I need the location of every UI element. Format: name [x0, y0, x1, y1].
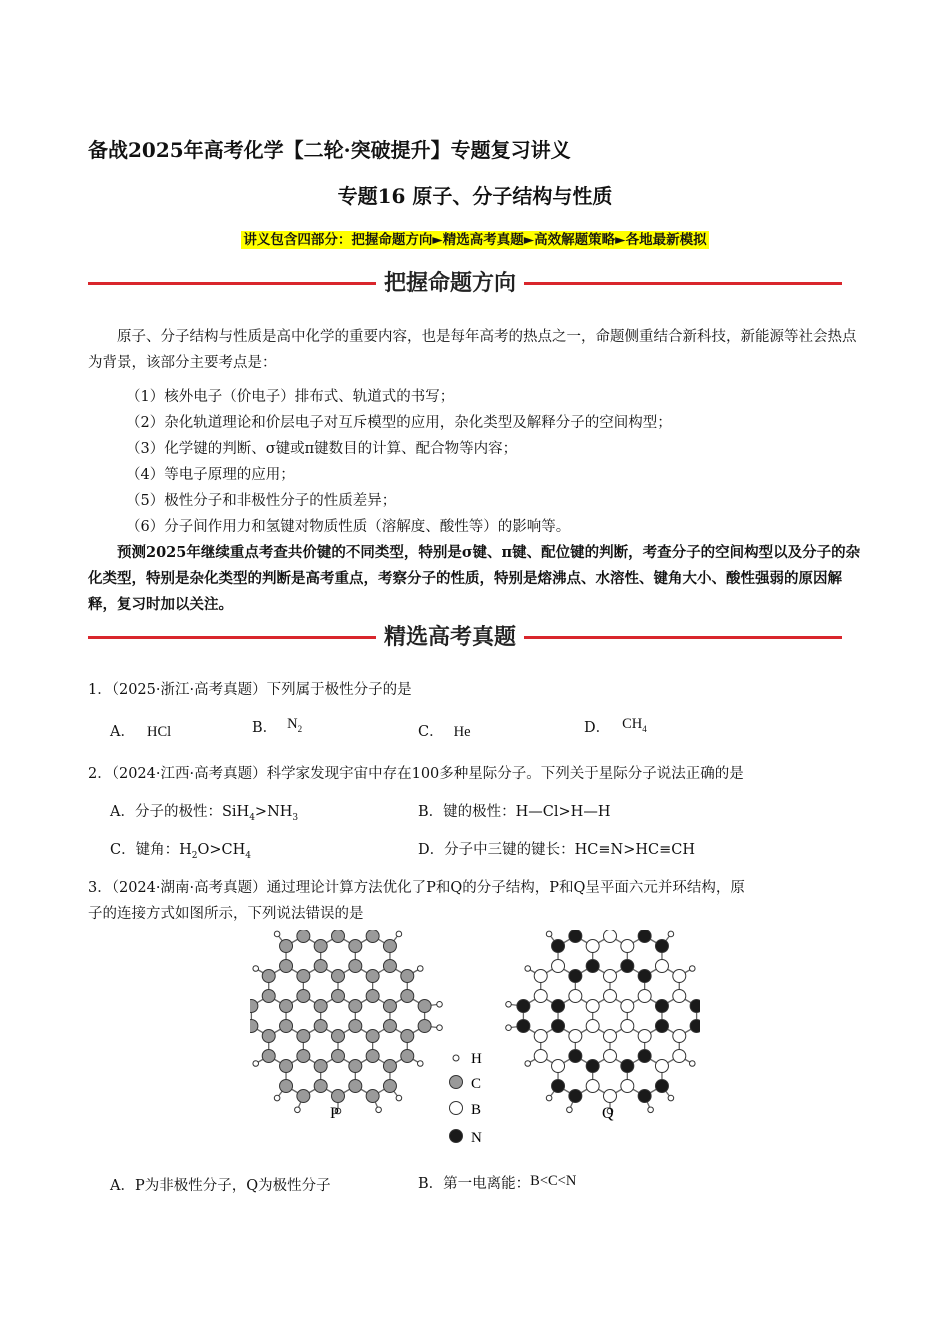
carbon-atom	[280, 1020, 293, 1033]
carbon-atom	[297, 1050, 310, 1063]
hydrogen-atom	[253, 1061, 259, 1067]
carbon-atom	[366, 990, 379, 1003]
boron-atom	[673, 1030, 686, 1043]
nitrogen-atom	[621, 960, 634, 973]
carbon-atom	[349, 960, 362, 973]
point-6: （6）分子间作用力和氢键对物质性质（溶解度、酸性等）的影响等。	[126, 519, 571, 535]
hydrogen-atom	[668, 931, 674, 937]
legend-h-icon	[453, 1055, 459, 1061]
hydrogen-atom	[689, 966, 695, 972]
legend-b-label: B	[471, 1102, 482, 1118]
molecule-p	[250, 930, 442, 1114]
nitrogen-atom	[638, 1090, 651, 1103]
document-title: 备战2025年高考化学【二轮·突破提升】专题复习讲义	[88, 138, 571, 162]
q1-option-a: A． HCl	[110, 724, 172, 740]
carbon-atom	[297, 1090, 310, 1103]
legend-b-icon	[450, 1102, 463, 1115]
carbon-atom	[366, 970, 379, 983]
carbon-atom	[349, 1080, 362, 1093]
carbon-atom	[280, 1060, 293, 1073]
carbon-atom	[401, 990, 414, 1003]
hydrogen-atom	[437, 1025, 443, 1031]
hydrogen-atom	[689, 1061, 695, 1067]
section-rule-left	[88, 282, 376, 285]
carbon-atom	[332, 930, 345, 943]
carbon-atom	[314, 960, 327, 973]
nitrogen-atom	[569, 1050, 582, 1063]
carbon-atom	[383, 1080, 396, 1093]
q3-option-a: A．P为非极性分子，Q为极性分子	[110, 1178, 331, 1194]
boron-atom	[586, 1080, 599, 1093]
molecule-figure	[250, 930, 700, 1150]
boron-atom	[569, 990, 582, 1003]
carbon-atom	[418, 1020, 431, 1033]
point-3: （3）化学键的判断、σ键或π键数目的计算、配合物等内容；	[126, 441, 518, 457]
section-title: 把握命题方向	[383, 271, 516, 296]
carbon-atom	[280, 1080, 293, 1093]
hydrogen-atom	[274, 1095, 280, 1101]
carbon-atom	[366, 1090, 379, 1103]
carbon-atom	[297, 990, 310, 1003]
boron-atom	[534, 1030, 547, 1043]
boron-atom	[604, 1030, 617, 1043]
nitrogen-atom	[621, 1060, 634, 1073]
point-1: （1）核外电子（价电子）排布式、轨道式的书写；	[126, 389, 455, 405]
hydrogen-atom	[274, 931, 280, 937]
prediction-paragraph: 预测2025年继续重点考查共价键的不同类型，特别是σ键、π键、配位键的判断，考查分子的空间构型以及分子的杂化类型，特别是杂化类型的判断是高考重点，考察分子的性质，特别是熔沸点、水溶性、键角大小、酸性强弱的原因解释，复习时加以关注。	[88, 544, 861, 613]
question-3-stem-line2: 子的连接方式如图所示，下列说法错误的是	[88, 906, 364, 922]
carbon-atom	[314, 940, 327, 953]
boron-atom	[621, 1000, 634, 1013]
carbon-atom	[349, 1060, 362, 1073]
legend-n-label: N	[471, 1130, 482, 1146]
section-rule-right	[524, 636, 842, 639]
intro-paragraph: 原子、分子结构与性质是高中化学的重要内容，也是每年高考的热点之一，命题侧重结合新科技，新能源等社会热点为背景，该部分主要考点是：	[88, 329, 857, 371]
nitrogen-atom	[655, 1080, 668, 1093]
q1-option-c: C． He	[418, 724, 471, 740]
nitrogen-atom	[569, 1090, 582, 1103]
carbon-atom	[280, 940, 293, 953]
hydrogen-atom	[396, 931, 402, 937]
nitrogen-atom	[517, 1000, 530, 1013]
section-header-exam	[88, 620, 842, 656]
carbon-atom	[332, 970, 345, 983]
nitrogen-atom	[690, 1000, 700, 1013]
q1-option-b: B． $N_2$	[252, 716, 303, 736]
carbon-atom	[349, 940, 362, 953]
hydrogen-atom	[506, 1025, 512, 1031]
hydrogen-atom	[253, 966, 259, 972]
boron-atom	[638, 1030, 651, 1043]
molecule-q	[506, 930, 700, 1114]
nitrogen-atom	[638, 1050, 651, 1063]
boron-atom	[621, 1020, 634, 1033]
boron-atom	[621, 1080, 634, 1093]
nitrogen-atom	[655, 940, 668, 953]
boron-atom	[673, 990, 686, 1003]
boron-atom	[586, 1000, 599, 1013]
label-q: Q	[602, 1105, 614, 1122]
carbon-atom	[280, 1000, 293, 1013]
boron-atom	[638, 990, 651, 1003]
hydrogen-atom	[567, 1107, 573, 1113]
carbon-atom	[314, 1060, 327, 1073]
legend-c-label: C	[471, 1076, 482, 1092]
boron-atom	[673, 970, 686, 983]
boron-atom	[673, 1050, 686, 1063]
carbon-atom	[401, 1050, 414, 1063]
boron-atom	[604, 990, 617, 1003]
nitrogen-atom	[552, 940, 565, 953]
boron-atom	[604, 970, 617, 983]
hydrogen-atom	[417, 1061, 423, 1067]
carbon-atom	[383, 1060, 396, 1073]
carbon-atom	[332, 990, 345, 1003]
carbon-atom	[314, 1020, 327, 1033]
nitrogen-atom	[690, 1020, 700, 1033]
carbon-atom	[383, 940, 396, 953]
hydrogen-atom	[546, 1095, 552, 1101]
legend-c-icon	[450, 1076, 463, 1089]
carbon-atom	[297, 1030, 310, 1043]
carbon-atom	[332, 1030, 345, 1043]
boron-atom	[534, 970, 547, 983]
carbon-atom	[332, 1050, 345, 1063]
legend-h-label: H	[471, 1051, 482, 1067]
boron-atom	[604, 930, 617, 943]
point-2: （2）杂化轨道理论和价层电子对互斥模型的应用，杂化类型及解释分子的空间构型；	[126, 415, 672, 431]
carbon-atom	[314, 1000, 327, 1013]
hydrogen-atom	[546, 931, 552, 937]
nitrogen-atom	[517, 1020, 530, 1033]
nitrogen-atom	[655, 1000, 668, 1013]
boron-atom	[534, 990, 547, 1003]
boron-atom	[534, 1050, 547, 1063]
carbon-atom	[332, 1090, 345, 1103]
nitrogen-atom	[552, 1020, 565, 1033]
question-2-stem: 2．（2024·江西·高考真题）科学家发现宇宙中存在100多种星际分子。下列关于星际分子说法正确的是	[88, 766, 744, 782]
carbon-atom	[297, 930, 310, 943]
boron-atom	[604, 1050, 617, 1063]
q2-option-c: C．键角：$H_2O>CH_4$	[110, 842, 251, 861]
q3-option-b: B．第一电离能：B<C<N	[418, 1173, 577, 1192]
section-title: 精选高考真题	[383, 625, 516, 650]
carbon-atom	[349, 1020, 362, 1033]
hydrogen-atom	[506, 1001, 512, 1007]
carbon-atom	[366, 930, 379, 943]
nitrogen-atom	[552, 1000, 565, 1013]
hydrogen-atom	[525, 1061, 531, 1067]
q2-option-d: D．分子中三键的键长：HC≡N>HC≡CH	[418, 842, 695, 858]
nitrogen-atom	[569, 970, 582, 983]
q2-option-a: A．分子的极性：$SiH_4>NH_3$	[110, 804, 299, 823]
boron-atom	[552, 960, 565, 973]
question-3-stem-line1: 3．（2024·湖南·高考真题）通过理论计算方法优化了P和Q的分子结构，P和Q呈平面六元并环结构，原	[88, 880, 745, 896]
hydrogen-atom	[295, 1107, 301, 1113]
nitrogen-atom	[586, 960, 599, 973]
carbon-atom	[383, 1000, 396, 1013]
boron-atom	[552, 1060, 565, 1073]
carbon-atom	[262, 970, 275, 983]
hydrogen-atom	[417, 966, 423, 972]
carbon-atom	[401, 970, 414, 983]
label-p: P	[330, 1105, 339, 1122]
carbon-atom	[418, 1000, 431, 1013]
carbon-atom	[262, 1050, 275, 1063]
carbon-atom	[280, 960, 293, 973]
question-1-stem: 1．（2025·浙江·高考真题）下列属于极性分子的是	[88, 682, 412, 698]
boron-atom	[655, 1060, 668, 1073]
nitrogen-atom	[638, 930, 651, 943]
boron-atom	[569, 1030, 582, 1043]
contents-highlight: 讲义包含四部分：把握命题方向►精选高考真题►高效解题策略►各地最新模拟	[243, 232, 707, 248]
legend	[450, 1051, 483, 1146]
boron-atom	[655, 960, 668, 973]
carbon-atom	[366, 1050, 379, 1063]
carbon-atom	[383, 960, 396, 973]
hydrogen-atom	[525, 966, 531, 972]
carbon-atom	[262, 990, 275, 1003]
hydrogen-atom	[648, 1107, 654, 1113]
section-rule-right	[524, 282, 842, 285]
q1-option-d: D． $CH_4$	[584, 716, 647, 736]
nitrogen-atom	[586, 1060, 599, 1073]
carbon-atom	[297, 970, 310, 983]
hydrogen-atom	[396, 1095, 402, 1101]
carbon-atom	[314, 1080, 327, 1093]
q2-option-b: B．键的极性：H—Cl>H—H	[418, 804, 611, 820]
carbon-atom	[262, 1030, 275, 1043]
hydrogen-atom	[668, 1095, 674, 1101]
carbon-atom	[401, 1030, 414, 1043]
nitrogen-atom	[569, 930, 582, 943]
hydrogen-atom	[376, 1107, 382, 1113]
legend-n-icon	[450, 1130, 463, 1143]
nitrogen-atom	[552, 1080, 565, 1093]
carbon-atom	[383, 1020, 396, 1033]
carbon-atom	[366, 1030, 379, 1043]
hydrogen-atom	[437, 1001, 443, 1007]
boron-atom	[586, 1020, 599, 1033]
carbon-atom	[349, 1000, 362, 1013]
topic-title: 专题16 原子、分子结构与性质	[337, 184, 613, 208]
carbon-atom	[250, 1020, 258, 1033]
nitrogen-atom	[655, 1020, 668, 1033]
point-5: （5）极性分子和非极性分子的性质差异；	[126, 493, 397, 509]
nitrogen-atom	[638, 970, 651, 983]
section-rule-left	[88, 636, 376, 639]
boron-atom	[586, 940, 599, 953]
boron-atom	[604, 1090, 617, 1103]
boron-atom	[621, 940, 634, 953]
point-4: （4）等电子原理的应用；	[126, 467, 295, 483]
section-header-direction	[88, 266, 842, 302]
carbon-atom	[250, 1000, 258, 1013]
